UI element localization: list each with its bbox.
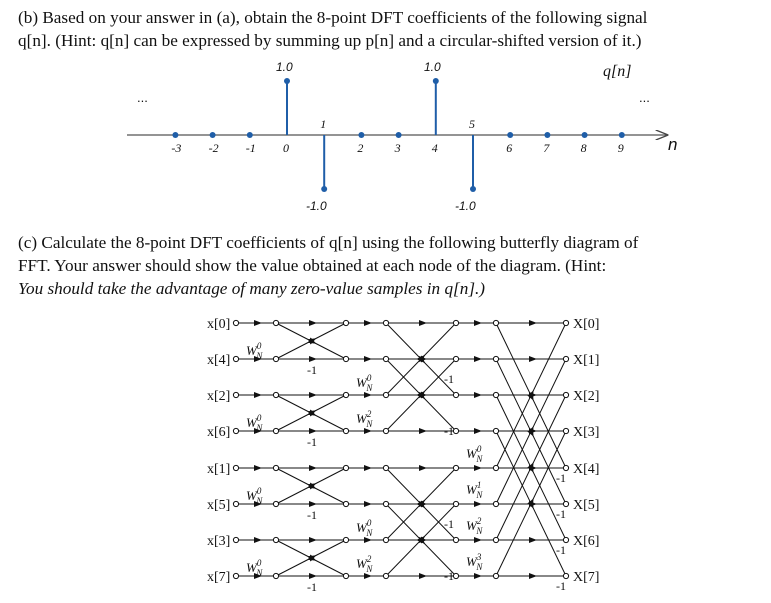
node	[233, 465, 238, 470]
node	[343, 320, 348, 325]
node	[493, 392, 498, 397]
minus-one-label: -1	[307, 508, 317, 522]
node	[563, 501, 568, 506]
tick-label: 0	[283, 141, 289, 155]
tick-label: 6	[506, 141, 513, 155]
twiddle-label: $W^0$ N	[246, 486, 263, 506]
minus-one-label: -1	[307, 580, 317, 594]
node	[563, 356, 568, 361]
tick-label: -2	[208, 141, 219, 155]
ellipsis-left: ...	[137, 90, 148, 105]
node	[343, 501, 348, 506]
part-b-line1	[18, 6, 762, 29]
node	[493, 501, 498, 506]
twiddle-label: $W^0$ N	[466, 444, 483, 464]
node	[563, 573, 568, 578]
value-label-pos-0: 1.0	[276, 60, 293, 74]
input-label: x[1]	[207, 462, 231, 477]
node	[453, 392, 458, 397]
tick-label: 1	[320, 117, 327, 131]
node	[273, 428, 278, 433]
part-b-line2: q[n]. (Hint: q[n] can be expressed by summing up p[n] and a circular-shifted version of it.)	[18, 31, 642, 50]
twiddle-label: $W^0$ N	[246, 341, 263, 361]
node	[273, 573, 278, 578]
node	[383, 537, 388, 542]
stem-marker	[284, 78, 290, 84]
twiddle-label: $W^3$ N	[466, 552, 483, 572]
node	[343, 465, 348, 470]
tick-label: 3	[394, 141, 401, 155]
minus-one-label: -1	[556, 507, 566, 521]
node	[563, 537, 568, 542]
stem-marker	[210, 132, 216, 138]
twiddle-label: $W^0$ N	[246, 413, 263, 433]
node	[233, 501, 238, 506]
input-label: x[7]	[207, 570, 231, 585]
input-label: x[6]	[207, 425, 231, 440]
tick-label: 8	[580, 141, 587, 155]
node	[563, 465, 568, 470]
stem-marker	[544, 132, 550, 138]
node	[453, 428, 458, 433]
node	[453, 537, 458, 542]
node	[233, 428, 238, 433]
stem-marker	[582, 132, 588, 138]
part-b-text1: Based on your answer in (a), obtain the 8-point DFT coefficients of the following signal	[42, 8, 648, 27]
node	[493, 356, 498, 361]
output-label: X[4]	[573, 462, 600, 477]
twiddle-label: $W^1$ N	[466, 480, 483, 500]
tick-label: -1	[245, 141, 256, 155]
stem-marker	[507, 132, 513, 138]
node	[493, 320, 498, 325]
minus-one-label: -1	[444, 424, 454, 438]
minus-one-label: -1	[556, 579, 566, 593]
node	[493, 573, 498, 578]
node	[273, 465, 278, 470]
input-label: x[3]	[207, 534, 231, 549]
node	[273, 392, 278, 397]
value-label-pos-4: 1.0	[424, 60, 441, 74]
node	[233, 573, 238, 578]
output-label: X[2]	[573, 389, 600, 404]
stem-marker	[470, 186, 476, 192]
input-label: x[5]	[207, 498, 231, 513]
output-label: X[6]	[573, 534, 600, 549]
twiddle-label: $W^0$ N	[356, 373, 373, 393]
output-label: X[1]	[573, 353, 600, 368]
stem-marker	[358, 132, 364, 138]
minus-one-label: -1	[444, 569, 454, 583]
tick-label: -3	[171, 141, 182, 155]
node	[233, 392, 238, 397]
tick-label: 9	[617, 141, 624, 155]
tick-label: 2	[357, 141, 364, 155]
node	[343, 392, 348, 397]
node	[343, 537, 348, 542]
node	[343, 428, 348, 433]
node	[383, 428, 388, 433]
node	[273, 320, 278, 325]
butterfly-diagram	[0, 303, 771, 603]
input-label: x[2]	[207, 389, 231, 404]
node	[493, 537, 498, 542]
stem-marker	[321, 186, 327, 192]
twiddle-label: $W^2$ N	[356, 554, 373, 574]
twiddle-label: $W^2$ N	[356, 409, 373, 429]
node	[453, 573, 458, 578]
node	[273, 537, 278, 542]
node	[343, 573, 348, 578]
output-label: X[0]	[573, 317, 600, 332]
stem-marker	[433, 78, 439, 84]
stem-marker	[619, 132, 625, 138]
minus-one-label: -1	[556, 471, 566, 485]
tick-label: 7	[543, 141, 550, 155]
part-c-line1	[18, 231, 762, 254]
node	[453, 356, 458, 361]
part-c-text1: Calculate the 8-point DFT coefficients of q[n] using the following butterfly diagram of	[41, 233, 639, 252]
node	[493, 428, 498, 433]
minus-one-label: -1	[307, 363, 317, 377]
node	[563, 320, 568, 325]
stem-marker	[396, 132, 402, 138]
node	[383, 320, 388, 325]
node	[233, 320, 238, 325]
node	[453, 465, 458, 470]
node	[383, 392, 388, 397]
tick-label: 4	[431, 141, 438, 155]
minus-one-label: -1	[307, 435, 317, 449]
node	[273, 501, 278, 506]
node	[383, 465, 388, 470]
signal-name: q[n]	[603, 63, 632, 80]
output-label: X[7]	[573, 570, 600, 585]
stem-marker	[247, 132, 253, 138]
stem-marker	[172, 132, 178, 138]
input-label: x[0]	[207, 317, 231, 332]
output-label: X[3]	[573, 425, 600, 440]
node	[453, 501, 458, 506]
input-label: x[4]	[207, 353, 231, 368]
value-label-neg-1: -1.0	[306, 199, 327, 213]
output-label: X[5]	[573, 498, 600, 513]
part-c-line2: FFT. Your answer should show the value obtained at each node of the diagram. (Hint:	[18, 256, 607, 275]
node	[493, 465, 498, 470]
minus-one-label: -1	[444, 517, 454, 531]
node	[233, 356, 238, 361]
node	[343, 356, 348, 361]
node	[453, 320, 458, 325]
tick-label: 5	[469, 117, 475, 131]
node	[273, 356, 278, 361]
stem-plot	[0, 56, 771, 216]
twiddle-label: $W^0$ N	[246, 558, 263, 578]
twiddle-label: $W^2$ N	[466, 516, 483, 536]
part-c-line3: You should take the advantage of many zero-value samples in q[n].)	[18, 279, 486, 298]
node	[383, 573, 388, 578]
part-c-label: (c)	[18, 233, 38, 252]
node	[383, 501, 388, 506]
twiddle-label: $W^0$ N	[356, 518, 373, 538]
node	[563, 392, 568, 397]
ellipsis-right: ...	[639, 90, 650, 105]
part-b-label: (b)	[18, 8, 39, 27]
node	[383, 356, 388, 361]
node	[233, 537, 238, 542]
minus-one-label: -1	[556, 543, 566, 557]
node	[563, 428, 568, 433]
value-label-neg-5: -1.0	[455, 199, 476, 213]
minus-one-label: -1	[444, 372, 454, 386]
axis-label-n: n	[668, 135, 678, 154]
